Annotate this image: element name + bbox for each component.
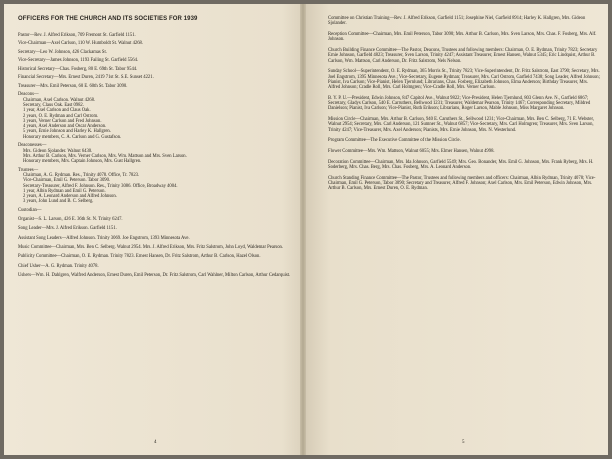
deacons-section [18, 92, 298, 140]
left-page [4, 4, 306, 455]
financial-secretary-entry: Financial Secretary—Mrs. Ernest Duren, 2419 71st St. S.E. Sunset 4221. [18, 75, 154, 81]
bypu-entry: B. Y. P. U.—President, Edwin Johnson, 847 Capitol Ave., Walnut 9822; Vice-President, Helen Tjernlund, 803 Glenn Ave. N., Garfield 6867; Secretary, Gladys Carlson, 540 E. Carruthers, Bellwood 1231; Treasurer, Waldemar Pearson, Trinity 1467; Corresponding Secretary, Mildred Danielson; Pianist, Iva Carlson; Vice-Pianist, Ruth Erikson; Librarians, Roger Larson, Mable Johnson, Miss Margaret Johnson. [328, 95, 591, 112]
page-number-right: 5 [462, 439, 465, 445]
trustees-line: 3 years, John Lund and B. C. Selberg. [23, 199, 94, 205]
page-number-left: 4 [154, 439, 157, 445]
standing-finance-entry: Church Standing Finance Committee—The Pastor, Trustees and following members and officers: Chairman, Albin Rydman, Trinity 4078; Vice-Chairman, Emil G. Peterson, Tabor 3090; Secretary and Treasurer, Alfred F. Johnson; Axel Carlson, Mrs. Emil Peterson, Edwin Johnson, Mrs. Arthur B. Carlson, Mrs. Ernest Duren, O. E. Rydman. [328, 175, 596, 192]
music-committee-entry: Music Committee—Chairman, Mrs. Ben C. Selberg. Walnut 2954. Mrs. J. Alfred Erikson, Mrs. Fritz Salstrom, John Loyd, Waldemar Pearson. [18, 245, 284, 251]
trustees-line: 1 year, Albin Rydman and Emil G. Peterson. [23, 188, 106, 194]
deacons-line: Honorary members, C. A. Carlson and G. Gustafson. [23, 134, 122, 140]
trustees-line: 2 years, A. Leonard Anderson and Alfred Johnson. [23, 194, 117, 200]
trustees-line: Secretary-Treasurer, Alfred F. Johnson. Res., Trinity 3086. Office, Broadway 4004. [23, 183, 178, 189]
deacons-line: 3 years, Verner Carlson and Fred Johnson. [23, 118, 102, 124]
deaconesses-heading: Deaconesses— [18, 143, 47, 149]
building-finance-entry: Church Building Finance Committee—The Pastor, Deacons, Trustees and following members: Chairman, O. E. Rydman, Trinity 7823; Secretary Ernie Johnson, Garfield 4823; Treasurer, Sven Larson, Trinity 4247; Assistant Treasurer, Ernest Hansen, Walnut 5345; Eric Lindquist, Arthur B. Carlson, Wm. Mattson, Carl Anderson, Dr. Fritz Salstrom, Nels Nelson. [328, 47, 598, 64]
mission-circle-entry: Mission Circle—Chairman, Mrs. Arthur B. Carlson, 940 E. Caruthers St., Sellwood 1231; Vice-Chairman, Mrs. Ben C. Selberg, 71 E. Webster, Walnut 2954; Secretary, Mrs. Carl Anderson, 121 Sumner St., Walnut 6857; Vice-Secretary, Mrs. Carl Holmgren; Treasurer, Mrs. Sven Larson, Trinity 4247; Vice-Treasurer, Mrs. Axel Anderson; Pianists, Mrs. Ernie Johnson, Mrs. N. Westerlund. [328, 117, 594, 133]
deaconesses-line: Mrs. Gideon Sjolander. Walnut 6430. [23, 148, 93, 154]
treasurer-entry: Treasurer—Mrs. Emil Peterson, 60 E. 60th St. Tabor 3090. [18, 83, 128, 89]
chief-usher-entry: Chief Usher—A. G. Rydman. Trinity 4078. [18, 263, 99, 269]
ushers-entry: Ushers—Wm. H. Dahlgren, Walfred Anderson, Ernest Duren, Emil Peterson, Dr. Fritz Salstrom, Carl Wahlner, Milton Carlson, Arthur Cedarquist. [18, 272, 291, 278]
page-title: OFFICERS FOR THE CHURCH AND ITS SOCIETIES FOR 1939 [18, 16, 198, 22]
reception-committee-entry: Reception Committee—Chairman, Mrs. Emil Peterson, Tabor 3090; Mrs. Arthur B. Carlson, Mrs. Sven Larson, Mrs. Chas. F. Fosberg, Mrs. Alf. Johnson. [328, 31, 597, 43]
secretary-entry: Secretary—Leo W. Johnson, 426 Clackamas St. [18, 49, 107, 55]
custodian-entry: Custodian— [18, 207, 42, 213]
program-committee-entry: Program Committee—The Executive Committee of the Mission Circle. [328, 138, 461, 144]
deacons-line: 4 years, Axel Anderson and Oscar Anderson. [23, 124, 107, 130]
deaconesses-line: Honorary members, Mrs. Captain Johnson, Mrs. Gust Hallgren. [23, 159, 142, 165]
deacons-line: Secretary, Claus Oak. East 0982. [23, 102, 84, 108]
deacons-line: 1 year, Axel Carlson and Claus Oak. [23, 108, 91, 114]
trustees-section [18, 168, 298, 205]
deacons-line: 2 years, O. E. Rydman and Carl Ostrom. [23, 113, 99, 119]
assistant-song-leaders-entry: Assistant Song Leaders—Alfred Johnson. Trinity 3069. Joe Engstrom, 1393 Minnesota Ave. [18, 235, 190, 241]
trustees-heading: Trustees— [18, 167, 39, 173]
organist-entry: Organist—S. L. Larson, 426 E. 36th St. N. Trinity 6247. [18, 217, 123, 223]
vice-chairman-entry: Vice-Chairman—Axel Carlson, 110 W. Humboldt St. Walnut 4268. [18, 41, 144, 47]
trustees-line: Vice-Chairman, Emil G. Peterson. Tabor 3090. [23, 178, 111, 184]
historical-secretary-entry: Historical Secretary—Chas. Fosberg, 80 E. 69th St. Tabor 9544. [18, 66, 138, 72]
song-leader-entry: Song Leader—Mrs. J. Alfred Erikson. Garfield 1151. [18, 226, 117, 232]
deaconesses-section [18, 143, 298, 164]
deaconesses-line: Mrs. Arthur B. Carlson, Mrs. Verner Carlson, Mrs. Wm. Mattson and Mrs. Sven Larson. [23, 153, 187, 159]
decoration-committee-entry: Decoration Committee—Chairman, Mrs. Ida Johnson, Garfield 5549; Mrs. Geo. Bonander, Mrs. Emil G. Johnson, Mrs. Frank Ryberg, Mrs. H. Soderberg, Mrs. Chas. Berg, Mrs. Chas. Fosberg, Mrs. A. Leonard Anderson. [328, 159, 594, 171]
booklet-spread [4, 4, 608, 455]
deacons-line: Chairman, Axel Carlson. Walnut 4268. [23, 97, 96, 103]
sunday-school-entry: Sunday School—Superintendent, O. E. Rydman, 365 Morris St., Trinity 7823; Vice-Superintendent, Dr. Fritz Salstrom, East 3790; Secretary, Mrs. Joel Engstrom, 1395 Minnesota Ave.; Vice-Secretary, Eugene Rydman; Treasurer, Mrs. Carl Ostrom, Garfield 7438; Song Leader, Alfred Johnson; Pianist, Iva Carlson; Vice-Pianist, Helen Tjernlund; Librarians, Chas. Fosberg, Elizabeth Johnson, Elma Anderson; Birthday Treasurer, Mrs. Alfred Johnson; Cradle Roll, Mrs. Carl Holmgren; Vice-Cradle Roll, Mrs. Verner Carlson. [328, 69, 600, 91]
pastor-entry: Pastor—Rev. J. Alfred Erikson, 709 Fremont St. Garfield 1151. [18, 33, 136, 38]
trustees-line: Chairman, A. G. Rydman. Res., Trinity 4078. Office, Tr. 7823. [23, 172, 140, 178]
right-page [306, 4, 608, 455]
flower-committee-entry: Flower Committee—Mrs. Wm. Mattson, Walnut 6055; Mrs. Elmer Hansen, Walnut 4998. [328, 149, 495, 155]
christian-training-entry: Committee on Christian Training—Rev. J. Alfred Erikson, Garfield 1151; Josephine Niel, Garfield 8914; Harley K. Hallgren, Mrs. Gideon Sjolander. [328, 16, 586, 27]
vice-secretary-entry: Vice-Secretary—James Johnson, 1193 Failing St. Garfield 5564. [18, 58, 139, 64]
binding-gutter [300, 4, 306, 455]
deacons-line: 5 years, Ernie Johnson and Harley K. Hallgren. [23, 129, 111, 135]
publicity-committee-entry: Publicity Committee—Chairman, O. E. Rydman. Trinity 7823. Ernest Hansen, Dr. Fritz Salstrom, Arthur B. Carlson, Hazel Olson. [18, 254, 261, 260]
deacons-heading: Deacons— [18, 92, 39, 98]
